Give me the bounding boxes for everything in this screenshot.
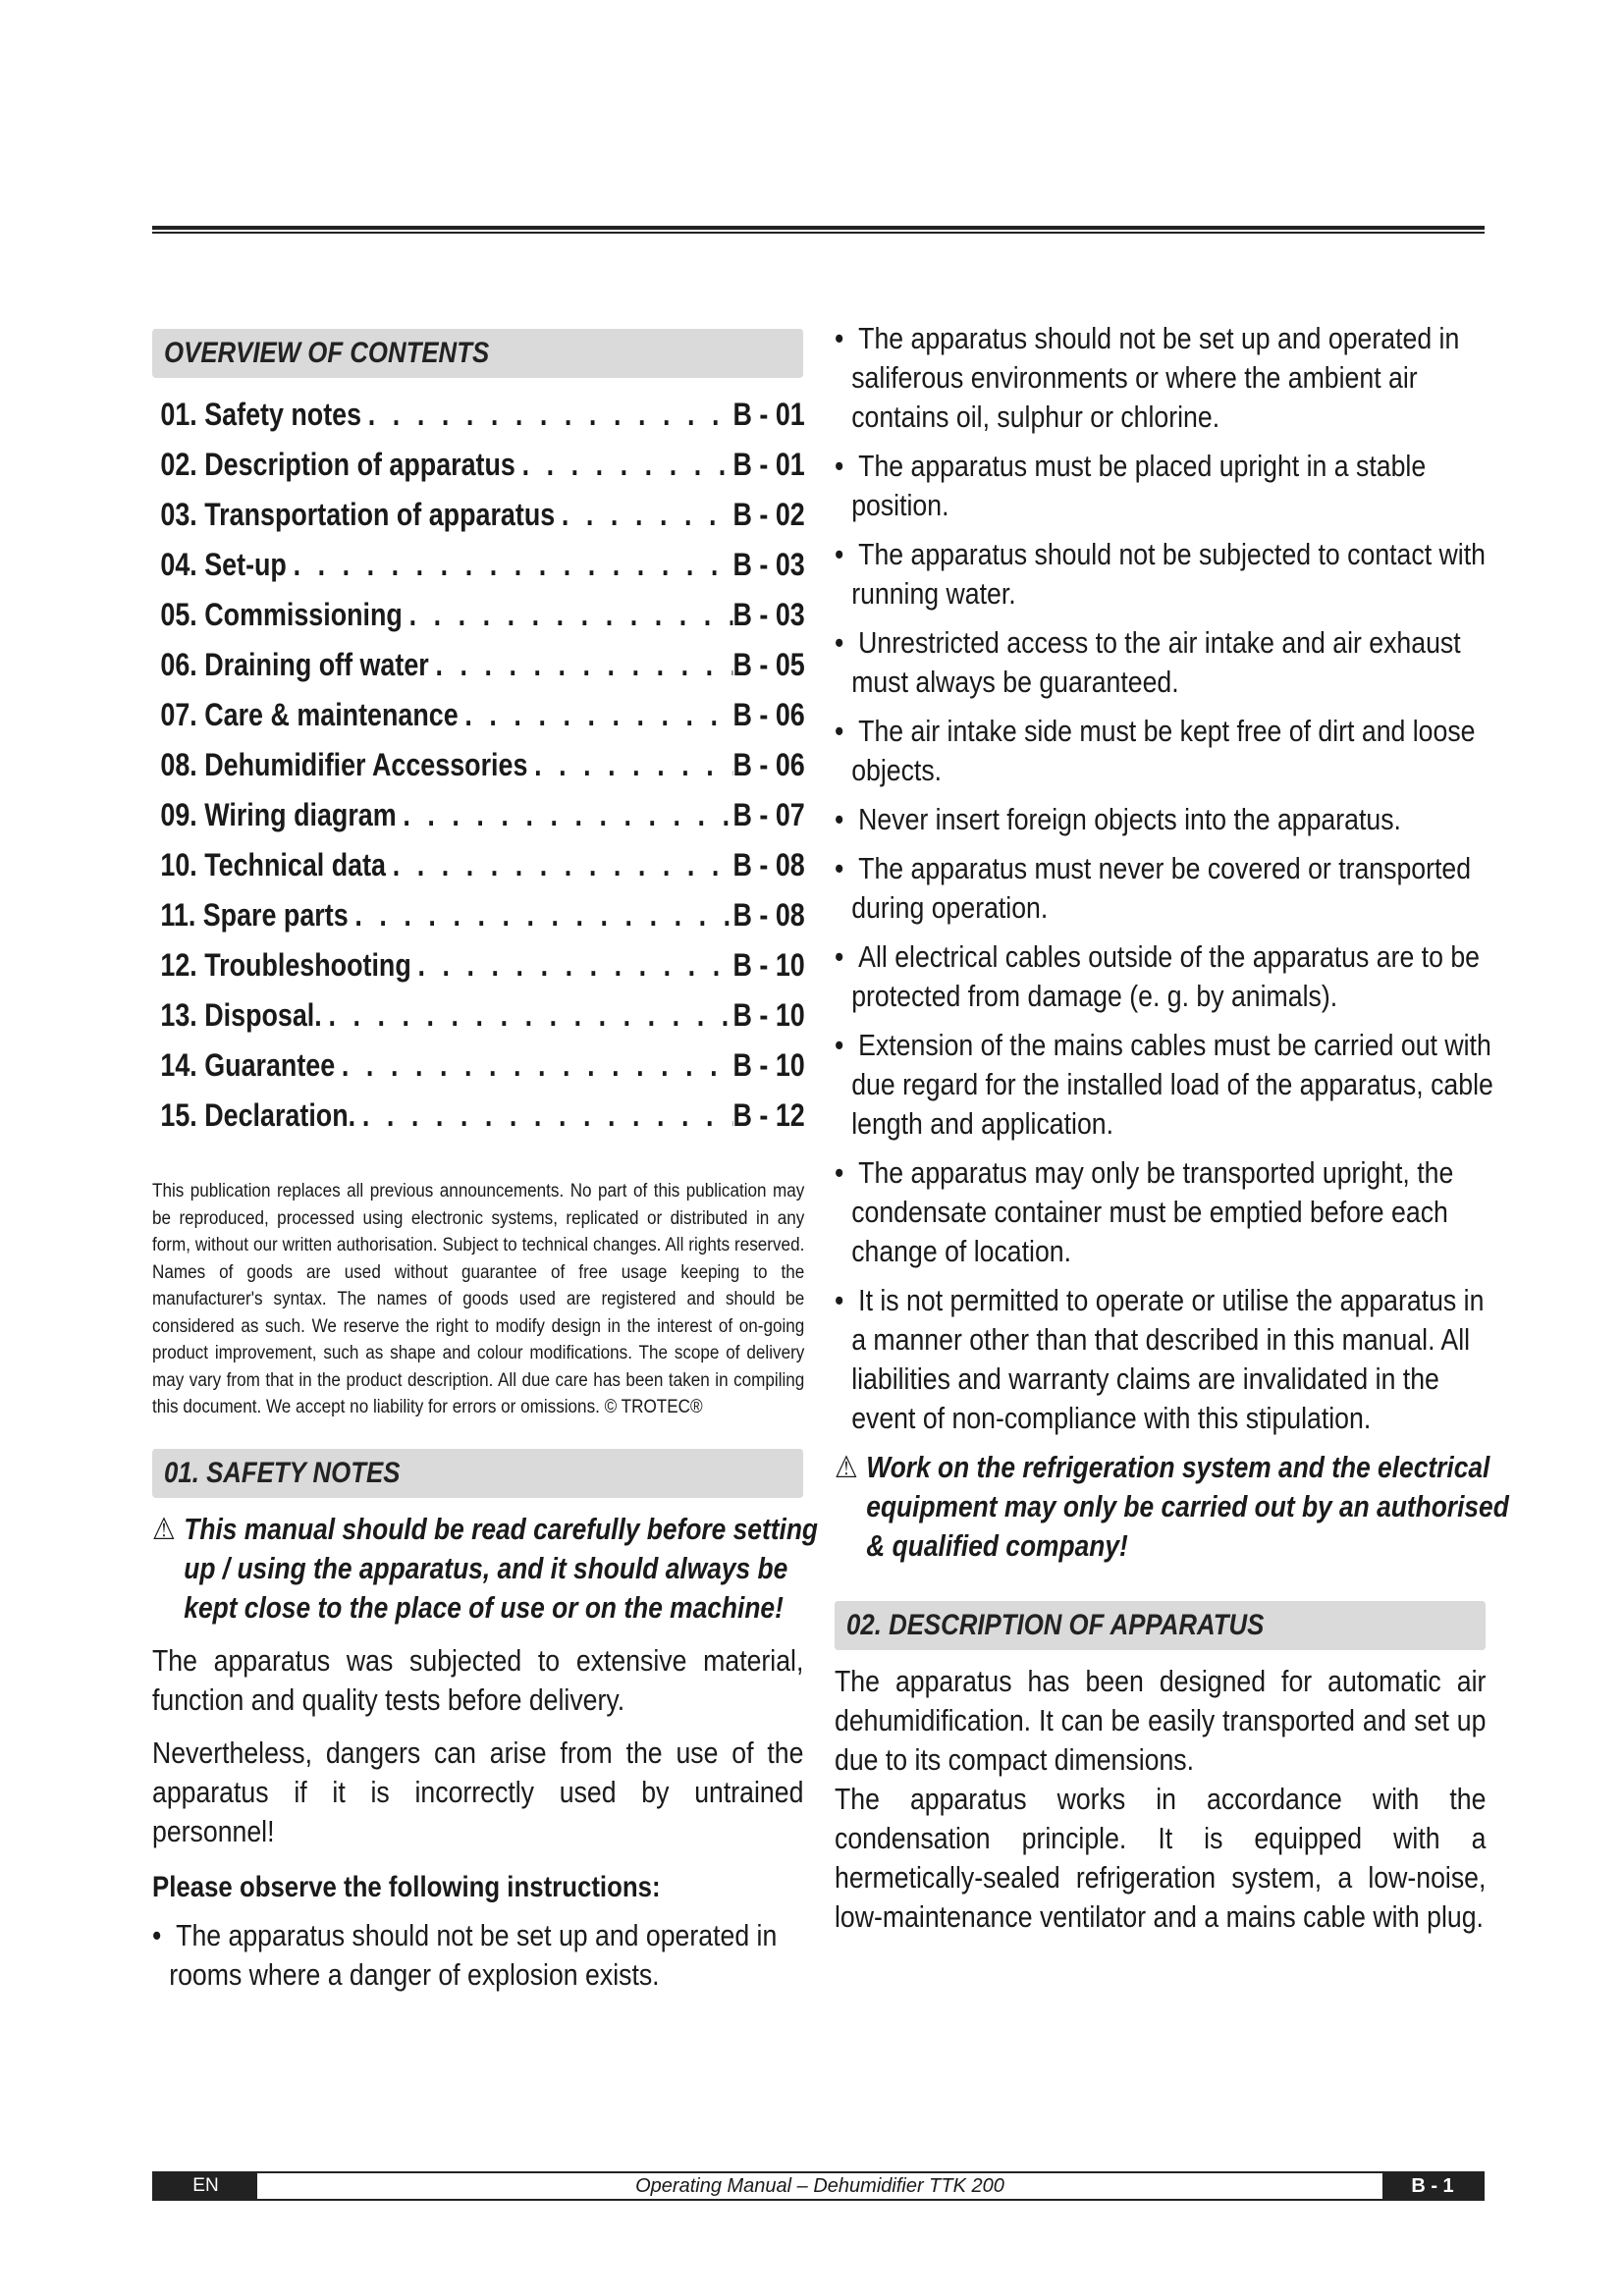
warning-icon: ⚠: [835, 1450, 858, 1484]
safety-para-1: The apparatus was subjected to extensive material, function and quality tests before delivery.: [152, 1642, 804, 1717]
safety-bullets-right: [835, 319, 1493, 1438]
toc-page: B - 06: [732, 747, 805, 782]
toc-title: 02. Description of apparatus: [160, 447, 515, 482]
toc-page: B - 10: [732, 947, 805, 983]
toc-item[interactable]: [152, 440, 805, 490]
right-column: [835, 319, 1509, 1950]
toc-title: 15. Declaration.: [160, 1097, 356, 1133]
toc-page: B - 05: [732, 647, 805, 682]
toc-item[interactable]: [152, 790, 805, 840]
description-heading: 02. DESCRIPTION OF APPARATUS: [835, 1601, 1486, 1650]
toc-page: B - 08: [732, 847, 805, 882]
bullet-item: • Extension of the mains cables must be carried out with due regard for the installed load of the apparatus, cable length and application.: [835, 1026, 1503, 1144]
safety-bullets-left: [152, 1916, 805, 1995]
refrigeration-warning: [835, 1448, 1516, 1566]
toc-title: 12. Troubleshooting: [160, 947, 411, 983]
bullet-item: • Never insert foreign objects into the apparatus.: [835, 800, 1503, 839]
toc-item[interactable]: [152, 590, 805, 640]
footer-page-number: B - 1: [1382, 2173, 1483, 2199]
toc-page: B - 07: [732, 797, 805, 832]
instructions-heading: Please observe the following instructions:: [152, 1870, 661, 1903]
toc-item[interactable]: [152, 390, 805, 440]
footer-title: Operating Manual – Dehumidifier TTK 200: [635, 2174, 1004, 2197]
page-footer: [152, 2171, 1485, 2201]
footer-language: EN: [154, 2173, 257, 2199]
toc-page: B - 01: [732, 447, 805, 482]
table-of-contents: [152, 390, 805, 1141]
toc-title: 13. Disposal.: [160, 997, 322, 1033]
toc-page: B - 03: [732, 547, 805, 582]
toc-title: 07. Care & maintenance: [160, 697, 459, 732]
toc-page: B - 03: [732, 597, 805, 632]
toc-title: 14. Guarantee: [160, 1047, 336, 1083]
top-rule: [152, 226, 1485, 234]
toc-title: 08. Dehumidifier Accessories: [160, 747, 528, 782]
bullet-item: • Unrestricted access to the air intake and air exhaust must always be guaranteed.: [835, 623, 1503, 702]
toc-page: B - 10: [732, 1047, 805, 1083]
safety-warning-text: This manual should be read carefully before setting up / using the apparatus, and it should always be kept close to the place of use or on the machine!: [184, 1511, 819, 1625]
toc-page: B - 06: [732, 697, 805, 732]
toc-item[interactable]: [152, 1041, 805, 1091]
description-para-2: The apparatus works in accordance with the condensation principle. It is equipped with a hermetically-sealed refrigeration system, a low-noise, low-maintenance ventilator and a mains cable with plug.: [835, 1782, 1487, 1934]
bullet-item: • It is not permitted to operate or utilise the apparatus in a manner other than that described in this manual. All liabilities and warranty claims are invalidated in the event of non-compliance with this stipulation.: [835, 1281, 1503, 1438]
toc-item[interactable]: [152, 490, 805, 540]
toc-page: B - 12: [732, 1097, 805, 1133]
bullet-item: • The air intake side must be kept free of dirt and loose objects.: [835, 712, 1503, 790]
bullet-item: • The apparatus should not be subjected to contact with running water.: [835, 535, 1503, 614]
bullet-item: • The apparatus should not be set up and operated in rooms where a danger of explosion exists.: [152, 1916, 821, 1995]
toc-page: B - 10: [732, 997, 805, 1033]
toc-item[interactable]: [152, 890, 805, 940]
description-para-1: The apparatus has been designed for automatic air dehumidification. It can be easily transported and set up due to its compact dimensions.: [835, 1664, 1487, 1777]
toc-title: 04. Set-up: [160, 547, 287, 582]
toc-title: 11. Spare parts: [160, 897, 349, 933]
safety-warning: [152, 1510, 834, 1628]
toc-title: 03. Transportation of apparatus: [160, 497, 556, 532]
warning-icon: ⚠: [152, 1511, 176, 1546]
legal-notice: This publication replaces all previous announcements. No part of this publication may be reproduced, processed using electronic systems, replicated or distributed in any form, without our written authorisation. Subject to technical changes. All rights reserved. Names of goods are used without guarantee of free usage keeping to the manufacturer's syntax. The names of goods used are registered and should be considered as such. We reserve the right to modify design in the interest of on-going product improvement, such as shape and colour modifications. The scope of delivery may vary from that in the product description. All due care has been taken in compiling this document. We accept no liability for errors or omissions. © TROTEC®: [152, 1181, 805, 1417]
toc-title: 10. Technical data: [160, 847, 386, 882]
toc-item[interactable]: [152, 840, 805, 890]
safety-heading: 01. SAFETY NOTES: [152, 1449, 803, 1498]
toc-item[interactable]: [152, 690, 805, 740]
safety-para-2: Nevertheless, dangers can arise from the use of the apparatus if it is incorrectly used by untrained personnel!: [152, 1735, 804, 1848]
toc-title: 01. Safety notes: [160, 397, 362, 432]
toc-item[interactable]: [152, 740, 805, 790]
toc-item[interactable]: [152, 990, 805, 1041]
toc-title: 09. Wiring diagram: [160, 797, 397, 832]
toc-title: 05. Commissioning: [160, 597, 403, 632]
refrigeration-warning-text: Work on the refrigeration system and the electrical equipment may only be carried out by an authorised & qualified company!: [866, 1450, 1509, 1563]
toc-page: B - 02: [732, 497, 805, 532]
toc-item[interactable]: [152, 640, 805, 690]
left-column: [152, 329, 819, 2004]
toc-item[interactable]: [152, 1091, 805, 1141]
toc-item[interactable]: [152, 540, 805, 590]
toc-title: 06. Draining off water: [160, 647, 429, 682]
toc-page: B - 08: [732, 897, 805, 933]
toc-item[interactable]: [152, 940, 805, 990]
bullet-item: • The apparatus must be placed upright in a stable position.: [835, 447, 1503, 525]
contents-heading: OVERVIEW OF CONTENTS: [152, 329, 803, 378]
bullet-item: • The apparatus should not be set up and operated in saliferous environments or where the ambient air contains oil, sulphur or chlorine.: [835, 319, 1503, 437]
bullet-item: • All electrical cables outside of the apparatus are to be protected from damage (e. g. by animals).: [835, 937, 1503, 1016]
bullet-item: • The apparatus must never be covered or transported during operation.: [835, 849, 1503, 928]
bullet-item: • The apparatus may only be transported upright, the condensate container must be emptied before each change of location.: [835, 1153, 1503, 1271]
toc-page: B - 01: [732, 397, 805, 432]
